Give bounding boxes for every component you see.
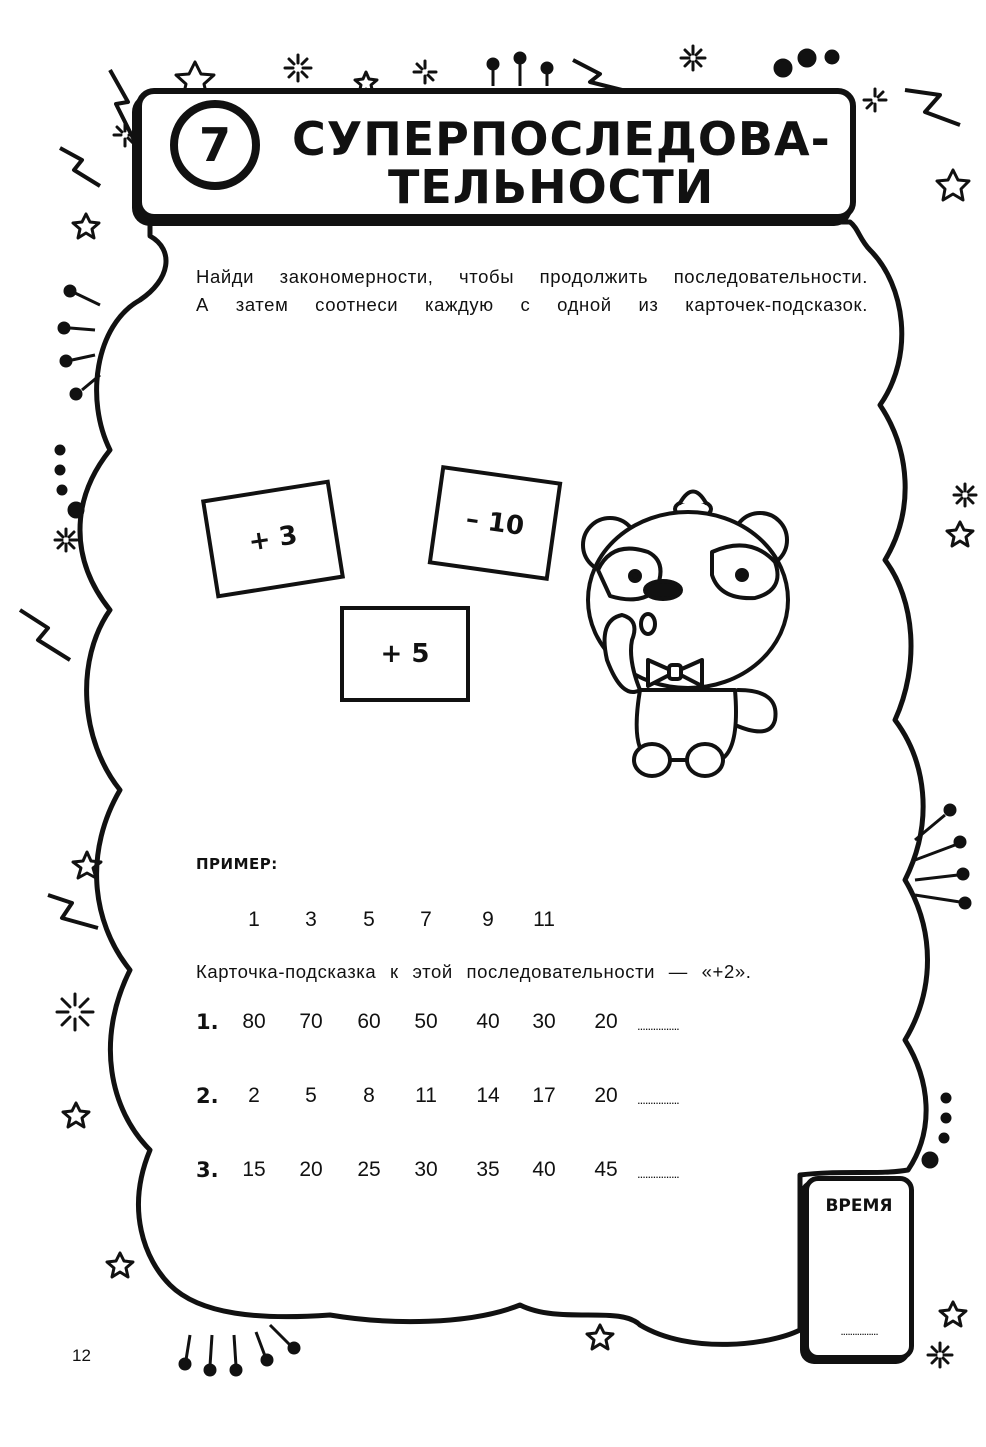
sequence-value: 8 <box>363 1084 375 1107</box>
example-note: Карточка-подсказка к этой последовательности — «+2». <box>196 961 752 982</box>
page-title-line2: ТЕЛЬНОСТИ <box>388 160 715 214</box>
answer-blank[interactable]: ................ <box>637 1018 679 1033</box>
sequence-value: 70 <box>299 1010 323 1033</box>
task-number-label: 1. <box>196 1010 219 1034</box>
sequence-value: 5 <box>305 1084 317 1107</box>
sequence-value: 30 <box>414 1158 438 1181</box>
sequence-value: 60 <box>357 1010 381 1033</box>
sequence-value: 11 <box>533 908 555 931</box>
sequence-value: 7 <box>420 908 432 931</box>
answer-blank[interactable]: ................ <box>637 1166 679 1181</box>
task-number-label: 2. <box>196 1084 219 1108</box>
sequence-value: 1 <box>248 908 260 931</box>
page-number: 12 <box>72 1346 91 1365</box>
sequence-value: 35 <box>476 1158 500 1181</box>
sequence-value: 17 <box>532 1084 556 1107</box>
sequence-value: 14 <box>476 1084 500 1107</box>
sequence-value: 2 <box>248 1084 260 1107</box>
hint-card-minus-10[interactable]: – 10 <box>428 465 563 581</box>
task-number: 7 <box>198 118 231 172</box>
sequence-value: 9 <box>482 908 494 931</box>
sequence-value: 20 <box>594 1010 618 1033</box>
sequence-value: 11 <box>415 1084 437 1107</box>
task-row <box>0 1010 986 1040</box>
sequence-value: 45 <box>594 1158 618 1181</box>
hint-card-plus-3[interactable]: + 3 <box>201 479 345 598</box>
hint-card-plus-5[interactable]: + 5 <box>340 606 470 702</box>
sequence-value: 20 <box>594 1084 618 1107</box>
sequence-value: 25 <box>357 1158 381 1181</box>
task-row <box>0 1084 986 1114</box>
task-number-badge <box>170 100 260 190</box>
sequence-value: 40 <box>476 1010 500 1033</box>
answer-blank[interactable]: ................ <box>637 1092 679 1107</box>
bear-illustration <box>583 492 788 777</box>
sequence-value: 20 <box>299 1158 323 1181</box>
instruction-line-1: Найди закономерности, чтобы продолжить последовательности. <box>196 266 868 287</box>
task-number-label: 3. <box>196 1158 219 1182</box>
example-label: ПРИМЕР: <box>196 855 278 873</box>
sequence-value: 3 <box>305 908 317 931</box>
timer-label: ВРЕМЯ <box>825 1196 893 1216</box>
timer-answer-blank[interactable]: ................ <box>840 1324 878 1338</box>
sequence-value: 15 <box>242 1158 266 1181</box>
instruction-line-2: А затем соотнеси каждую с одной из карточек-подсказок. <box>196 294 868 315</box>
star-icon <box>63 62 973 1349</box>
sequence-value: 30 <box>532 1010 556 1033</box>
sequence-value: 80 <box>242 1010 266 1033</box>
sequence-value: 50 <box>414 1010 438 1033</box>
sequence-value: 40 <box>532 1158 556 1181</box>
sequence-value: 5 <box>363 908 375 931</box>
example-sequence <box>0 908 986 938</box>
page-title-line1: СУПЕРПОСЛЕДОВА- <box>292 112 831 166</box>
